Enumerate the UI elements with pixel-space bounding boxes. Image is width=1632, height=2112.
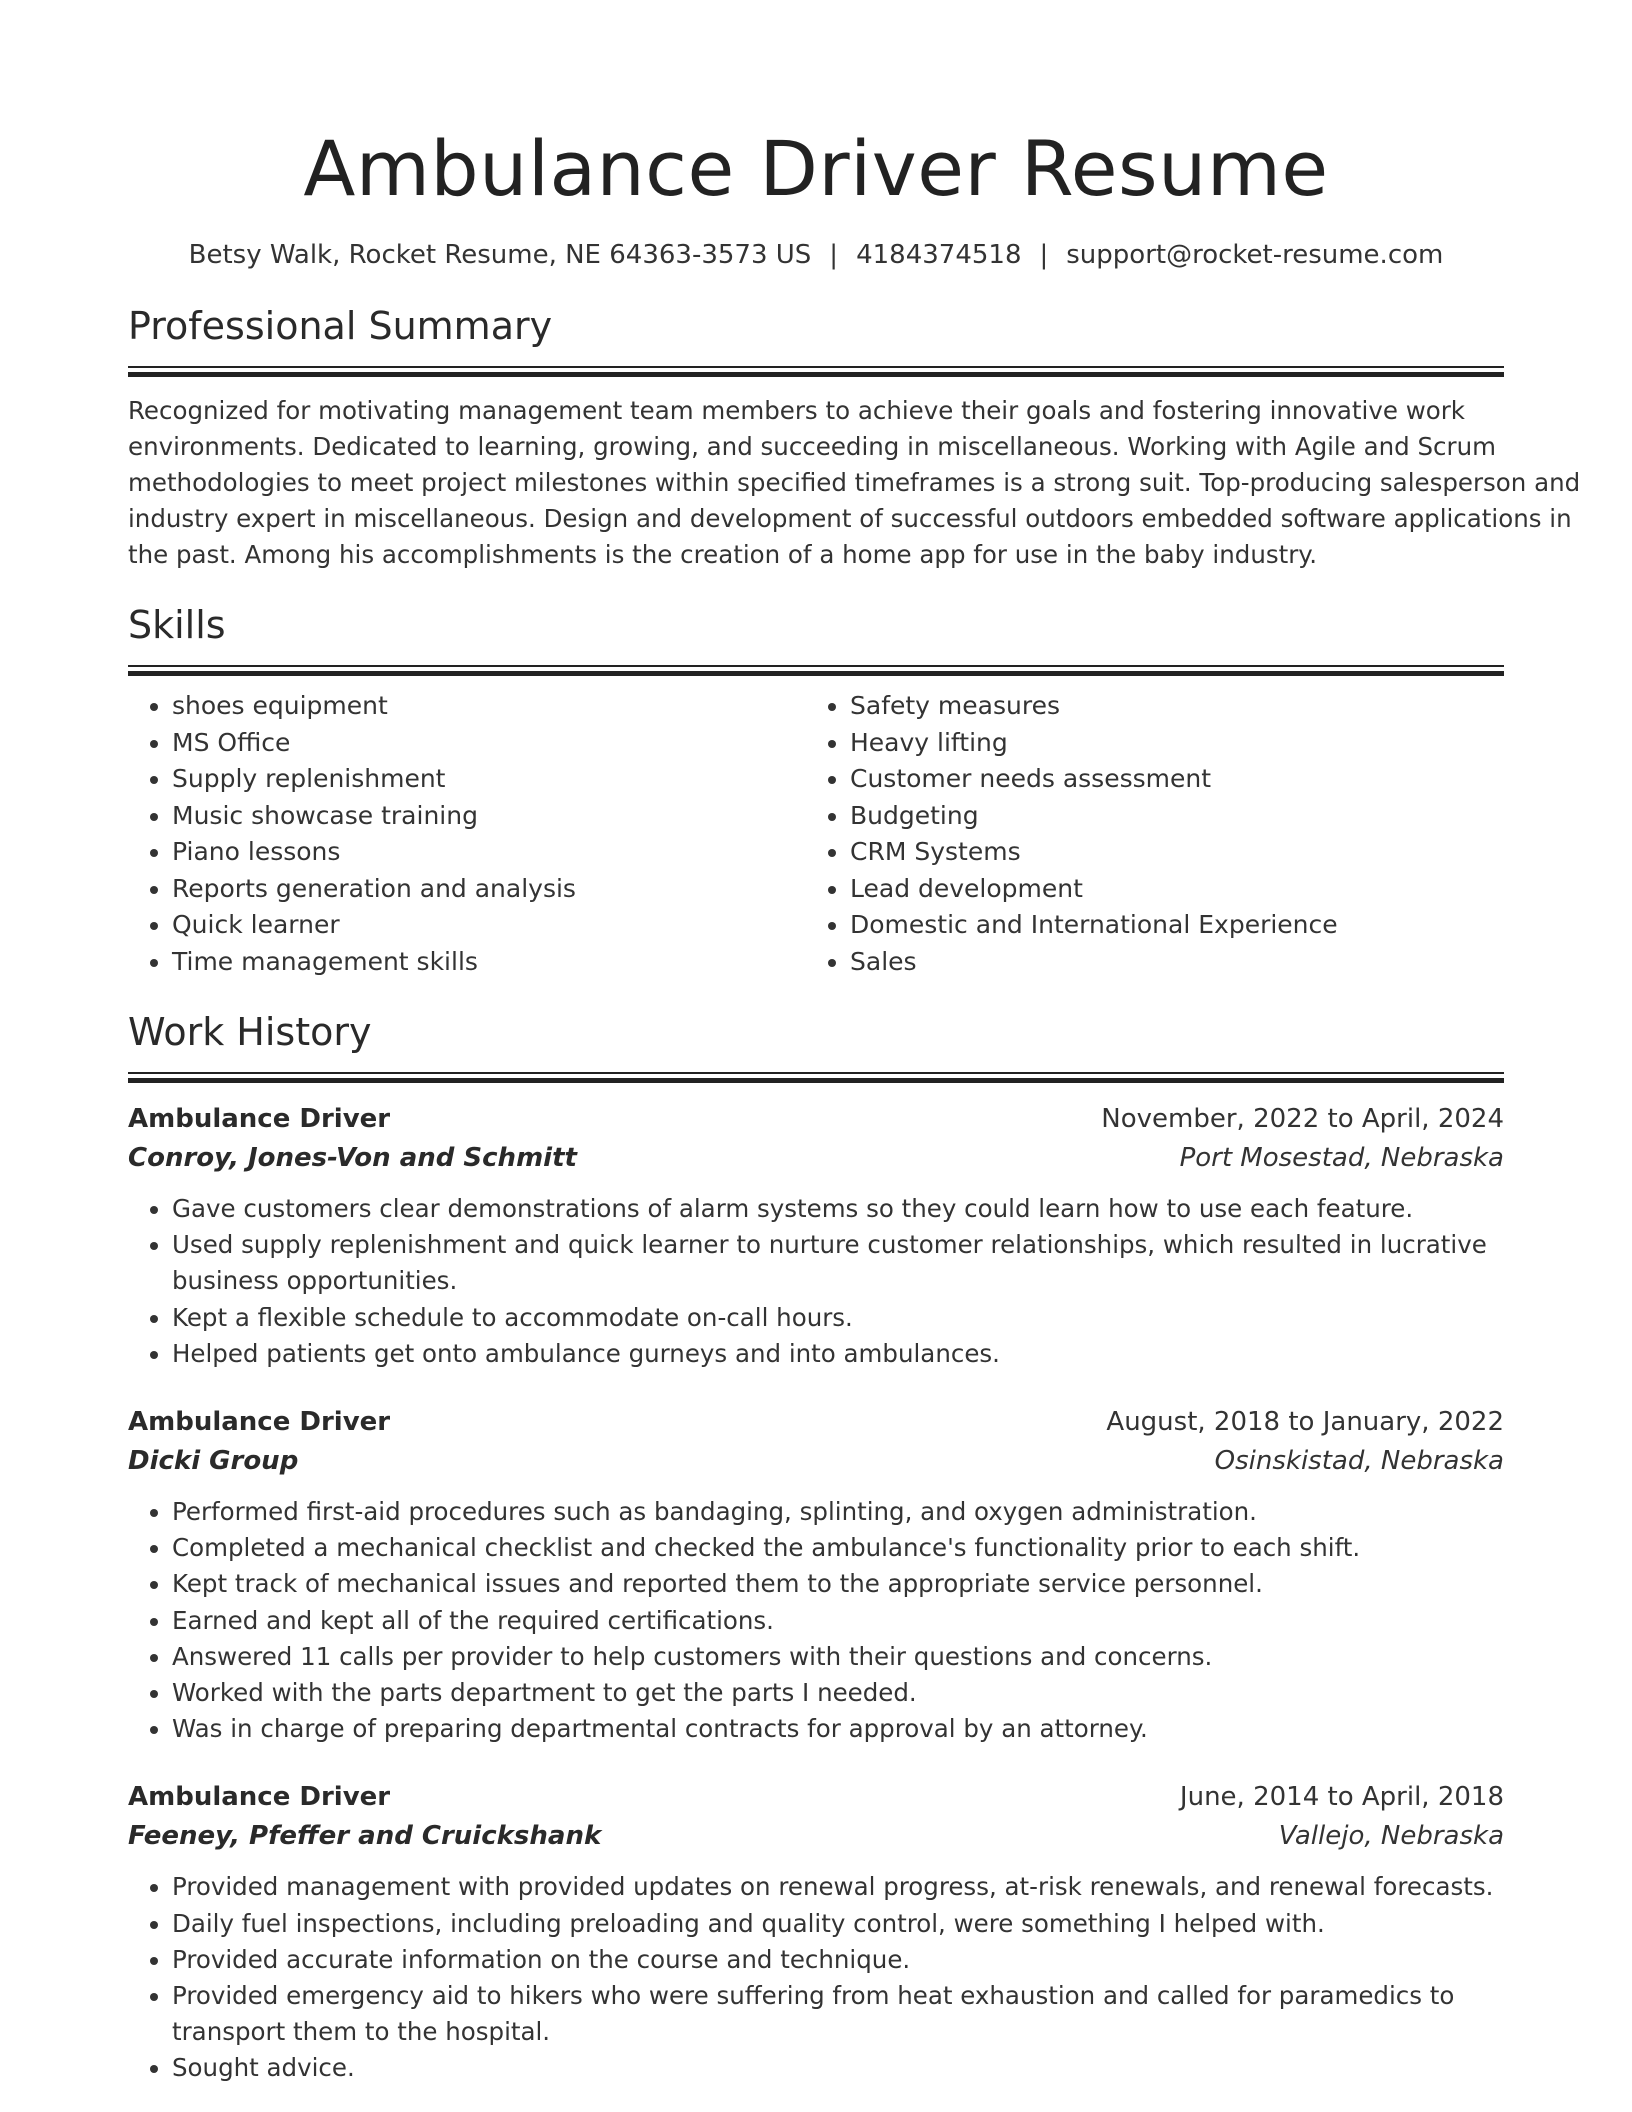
job-bullet: • Completed a mechanical checklist and checked the ambulance's functionality prior to each shift. bbox=[172, 1530, 1504, 1566]
contact-address: Betsy Walk, Rocket Resume, NE 64363-3573 US bbox=[188, 240, 812, 270]
skills-heading: Skills bbox=[128, 603, 226, 647]
job-bullet-list bbox=[128, 1869, 1504, 2086]
summary-section bbox=[128, 302, 1581, 573]
job-bullet: • Provided management with provided updates on renewal progress, at-risk renewals, and renewal forecasts. bbox=[172, 1869, 1504, 1905]
job-dates: August, 2018 to January, 2022 bbox=[1106, 1407, 1504, 1438]
summary-line: methodologies to meet project milestones within specified timeframes is a strong suit. Top-producing salesperson and bbox=[128, 468, 1581, 497]
job-company: Dicki Group bbox=[128, 1446, 299, 1477]
job-header-row bbox=[128, 1402, 1504, 1442]
job-bullet: • Performed first-aid procedures such as bandaging, splinting, and oxygen administration. bbox=[172, 1494, 1504, 1530]
job-entry bbox=[128, 1402, 1504, 1747]
skills-list-left bbox=[128, 688, 806, 980]
skill-item: • Safety measures bbox=[850, 688, 1484, 725]
job-entry bbox=[128, 1099, 1504, 1372]
skill-item: • Budgeting bbox=[850, 798, 1484, 835]
job-bullet: • Provided emergency aid to hikers who were suffering from heat exhaustion and called for paramedics to transport them to the hospital. bbox=[172, 1978, 1504, 2050]
summary-heading: Professional Summary bbox=[128, 304, 553, 348]
job-bullet: • Sought advice. bbox=[172, 2050, 1504, 2086]
skill-item: • Lead development bbox=[850, 871, 1484, 908]
skill-item: • Domestic and International Experience bbox=[850, 907, 1484, 944]
work-history-section bbox=[128, 1008, 1504, 2087]
job-header-row bbox=[128, 1099, 1504, 1139]
skill-item: • MS Office bbox=[172, 725, 806, 762]
job-bullet: • Kept a flexible schedule to accommodate on-call hours. bbox=[172, 1300, 1504, 1336]
job-company-row bbox=[128, 1139, 1504, 1177]
job-bullet: • Kept track of mechanical issues and reported them to the appropriate service personnel. bbox=[172, 1566, 1504, 1602]
summary-line: Recognized for motivating management team members to achieve their goals and fostering innovative work bbox=[128, 396, 1465, 425]
job-company-row bbox=[128, 1817, 1504, 1855]
job-dates: June, 2014 to April, 2018 bbox=[1179, 1782, 1504, 1813]
skills-list-right bbox=[806, 688, 1484, 980]
contact-line bbox=[128, 238, 1504, 272]
job-bullet: • Earned and kept all of the required certifications. bbox=[172, 1603, 1504, 1639]
job-company-row bbox=[128, 1442, 1504, 1480]
job-bullet: • Helped patients get onto ambulance gurneys and into ambulances. bbox=[172, 1336, 1504, 1372]
summary-line: environments. Dedicated to learning, growing, and succeeding in miscellaneous. Working with Agile and Scrum bbox=[128, 432, 1496, 461]
section-divider bbox=[128, 1072, 1504, 1085]
skill-item: • Heavy lifting bbox=[850, 725, 1484, 762]
summary-line: the past. Among his accomplishments is the creation of a home app for use in the baby industry. bbox=[128, 540, 1318, 569]
contact-phone: 4184374518 bbox=[856, 240, 1022, 270]
job-company: Conroy, Jones-Von and Schmitt bbox=[128, 1143, 577, 1173]
job-header-row bbox=[128, 1777, 1504, 1817]
job-title: Ambulance Driver bbox=[128, 1782, 391, 1813]
skill-item: • Piano lessons bbox=[172, 834, 806, 871]
job-bullet: • Worked with the parts department to get the parts I needed. bbox=[172, 1675, 1504, 1711]
skills-grid bbox=[128, 688, 1504, 980]
job-dates: November, 2022 to April, 2024 bbox=[1101, 1104, 1504, 1134]
job-bullet: • Used supply replenishment and quick learner to nurture customer relationships, which resulted in lucrative business opportunities. bbox=[172, 1227, 1504, 1299]
job-location: Osinskistad, Nebraska bbox=[1214, 1446, 1504, 1477]
skill-item: • Time management skills bbox=[172, 944, 806, 981]
skill-item: • CRM Systems bbox=[850, 834, 1484, 871]
skill-item: • Music showcase training bbox=[172, 798, 806, 835]
job-title: Ambulance Driver bbox=[128, 1104, 391, 1134]
job-bullet-list bbox=[128, 1494, 1504, 1747]
skill-item: • shoes equipment bbox=[172, 688, 806, 725]
skill-item: • Quick learner bbox=[172, 907, 806, 944]
job-title: Ambulance Driver bbox=[128, 1407, 391, 1438]
job-bullet: • Provided accurate information on the course and technique. bbox=[172, 1942, 1504, 1978]
skill-item: • Supply replenishment bbox=[172, 761, 806, 798]
job-location: Vallejo, Nebraska bbox=[1278, 1821, 1504, 1852]
page-title: Ambulance Driver Resume bbox=[303, 124, 1329, 213]
skill-item: • Sales bbox=[850, 944, 1484, 981]
job-bullet: • Gave customers clear demonstrations of alarm systems so they could learn how to use each feature. bbox=[172, 1191, 1504, 1227]
resume-page bbox=[128, 0, 1581, 2087]
job-bullet: • Answered 11 calls per provider to help customers with their questions and concerns. bbox=[172, 1639, 1504, 1675]
contact-separator: | bbox=[1039, 240, 1049, 270]
skill-item: • Reports generation and analysis bbox=[172, 871, 806, 908]
skill-item: • Customer needs assessment bbox=[850, 761, 1484, 798]
job-bullet: • Was in charge of preparing departmental contracts for approval by an attorney. bbox=[172, 1711, 1504, 1747]
job-company: Feeney, Pfeffer and Cruickshank bbox=[128, 1821, 602, 1852]
job-entry bbox=[128, 1777, 1504, 2086]
summary-paragraph bbox=[128, 393, 1581, 573]
summary-line: industry expert in miscellaneous. Design and development of successful outdoors embedded software applications in bbox=[128, 504, 1572, 533]
job-bullet-list bbox=[128, 1191, 1504, 1372]
job-location: Port Mosestad, Nebraska bbox=[1179, 1143, 1504, 1173]
skills-section bbox=[128, 601, 1504, 980]
contact-email: support@rocket-resume.com bbox=[1066, 240, 1444, 270]
work-history-heading: Work History bbox=[128, 1010, 372, 1054]
contact-separator: | bbox=[829, 240, 839, 270]
section-divider bbox=[128, 665, 1504, 678]
job-bullet: • Daily fuel inspections, including preloading and quality control, were something I helped with. bbox=[172, 1906, 1504, 1942]
section-divider bbox=[128, 366, 1504, 379]
